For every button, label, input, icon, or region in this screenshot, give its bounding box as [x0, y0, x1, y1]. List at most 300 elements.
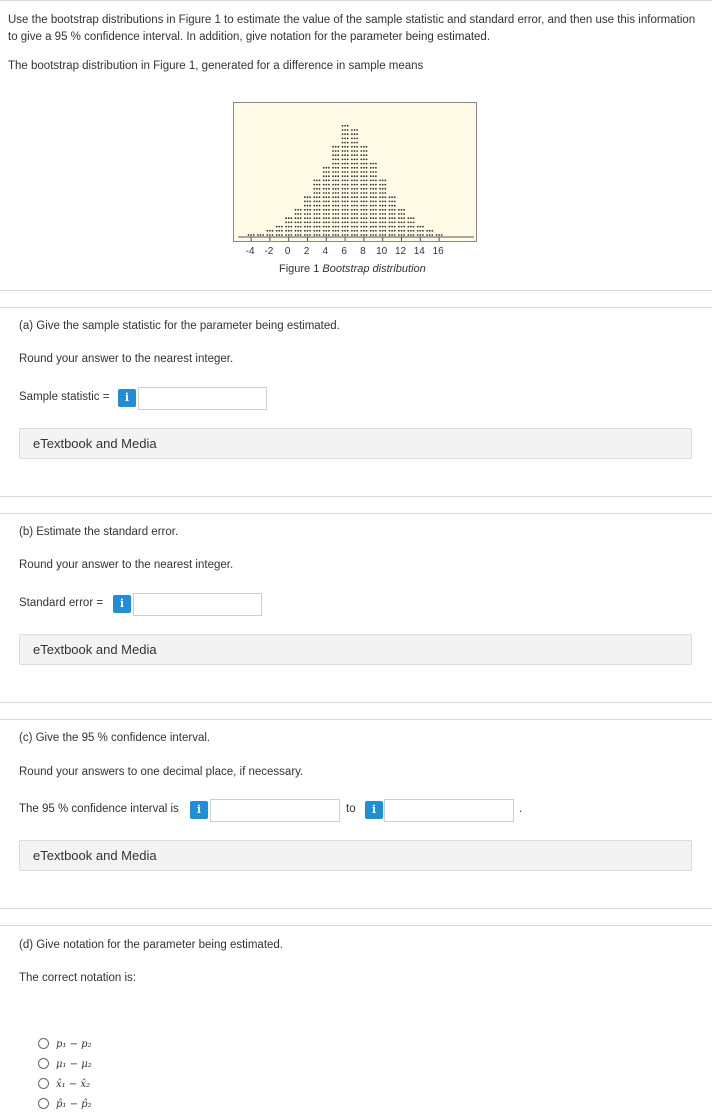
dotplot-dot [356, 133, 358, 135]
dotplot-dot [360, 180, 362, 182]
dotplot-dot [351, 205, 353, 207]
dotplot-dot [366, 163, 368, 165]
dotplot-dot [347, 133, 349, 135]
to-label: to [346, 803, 356, 815]
dotplot-dot [253, 234, 255, 236]
dotplot-dot [375, 201, 377, 203]
dotplot-dot [354, 133, 356, 135]
dotplot-dot [384, 234, 386, 236]
dotplot-dot [384, 184, 386, 186]
dotplot-dot [351, 142, 353, 144]
dotplot-dot [347, 184, 349, 186]
dotplot-dot [389, 217, 391, 219]
dotplot-dot [307, 217, 309, 219]
dotplot-dot [384, 196, 386, 198]
x-tick-label: -2 [264, 246, 274, 257]
dotplot-dot [389, 209, 391, 211]
dotplot-dot [354, 226, 356, 228]
dotplot-dot [382, 192, 384, 194]
dotplot-dot [351, 192, 353, 194]
dotplot-dot [372, 188, 374, 190]
dotplot-dot [335, 175, 337, 177]
ci-upper-input[interactable] [384, 799, 514, 822]
dotplot-dot [307, 209, 309, 211]
section-divider [0, 496, 712, 497]
dotplot-dot [332, 205, 334, 207]
dotplot-dot [366, 217, 368, 219]
dotplot-dot [307, 205, 309, 207]
dotplot-dot [319, 222, 321, 224]
dotplot-dot [337, 226, 339, 228]
dotplot-dot [413, 226, 415, 228]
info-icon[interactable]: i [365, 801, 383, 819]
dotplot-dot [304, 226, 306, 228]
dotplot-dot [347, 230, 349, 232]
etextbook-media-c[interactable]: eTextbook and Media [19, 840, 692, 871]
dotplot-dot [337, 184, 339, 186]
dotplot-dot [375, 180, 377, 182]
dotplot-dot [276, 234, 278, 236]
dotplot-dot [372, 205, 374, 207]
dotplot-dot [335, 222, 337, 224]
dotplot-dot [360, 234, 362, 236]
dotplot-dot [366, 226, 368, 228]
dotplot-dot [297, 222, 299, 224]
dotplot-dot [394, 213, 396, 215]
dotplot-dot [366, 234, 368, 236]
dotplot-dot [375, 196, 377, 198]
dotplot-dot [342, 146, 344, 148]
dotplot-dot [295, 234, 297, 236]
dotplot-dot [389, 196, 391, 198]
radio-button[interactable] [38, 1098, 49, 1109]
dotplot-dot [313, 217, 315, 219]
dotplot-dot [335, 192, 337, 194]
dotplot-dot [342, 167, 344, 169]
dotplot-dot [335, 154, 337, 156]
dotplot-dot [328, 180, 330, 182]
dotplot-dot [398, 209, 400, 211]
dotplot-dot [398, 222, 400, 224]
dotplot-dot [354, 213, 356, 215]
dotplot-dot [344, 192, 346, 194]
dotplot-dot [363, 209, 365, 211]
dotplot-dot [337, 234, 339, 236]
dotplot-dot [363, 213, 365, 215]
dotplot-dot [332, 213, 334, 215]
dotplot-dot [344, 146, 346, 148]
dotplot-dot [347, 196, 349, 198]
dotplot-dot [354, 209, 356, 211]
dotplot-dot [328, 167, 330, 169]
dotplot-dot [347, 142, 349, 144]
dotplot-dot [372, 163, 374, 165]
dotplot-dot [347, 180, 349, 182]
dotplot-dot [313, 222, 315, 224]
dotplot-dot [410, 234, 412, 236]
dotplot-dot [354, 159, 356, 161]
dotplot-dot [328, 213, 330, 215]
dotplot-dot [394, 222, 396, 224]
dotplot-dot [351, 138, 353, 140]
dotplot-dot [266, 230, 268, 232]
dotplot-dot [363, 196, 365, 198]
dotplot-dot [316, 230, 318, 232]
dotplot-dot [370, 192, 372, 194]
dotplot-dot [323, 230, 325, 232]
dotplot-dot [382, 213, 384, 215]
dotplot-dot [337, 171, 339, 173]
dotplot-dot [290, 226, 292, 228]
dotplot-dot [382, 230, 384, 232]
dotplot-dot [354, 129, 356, 131]
dotplot-dot [363, 180, 365, 182]
dotplot-dot [288, 234, 290, 236]
dotplot-dot [363, 171, 365, 173]
dotplot-dot [419, 230, 421, 232]
dotplot-dot [354, 188, 356, 190]
dotplot-dot [351, 230, 353, 232]
dotplot-dot [342, 205, 344, 207]
dotplot-dot [401, 213, 403, 215]
dotplot-dot [278, 226, 280, 228]
dotplot-dot [401, 217, 403, 219]
dotplot-dot [370, 217, 372, 219]
dotplot-dot [300, 222, 302, 224]
dotplot-dot [394, 234, 396, 236]
dotplot-dot [366, 222, 368, 224]
option-phat1-minus-phat2[interactable] [38, 1096, 92, 1110]
dotplot-dot [290, 222, 292, 224]
dotplot-dot [379, 213, 381, 215]
standard-error-input[interactable] [133, 593, 262, 616]
dotplot-dot [354, 180, 356, 182]
dotplot-dot [360, 222, 362, 224]
dotplot-dot [335, 184, 337, 186]
dotplot-dot [319, 213, 321, 215]
dotplot-dot [328, 234, 330, 236]
dotplot-dot [250, 234, 252, 236]
dotplot-dot [342, 138, 344, 140]
dotplot-dot [309, 213, 311, 215]
section-divider [0, 925, 712, 926]
dotplot-dot [344, 163, 346, 165]
dotplot-dot [342, 184, 344, 186]
dotplot-dot [316, 205, 318, 207]
dotplot-dot [382, 201, 384, 203]
dotplot-dot [366, 175, 368, 177]
dotplot-dot [429, 234, 431, 236]
dotplot-dot [332, 222, 334, 224]
dotplot-dot [342, 234, 344, 236]
ci-lower-input[interactable] [210, 799, 340, 822]
dotplot-dot [307, 201, 309, 203]
dotplot-dot [356, 159, 358, 161]
dotplot-dot [366, 230, 368, 232]
sample-statistic-label: Sample statistic = [19, 391, 110, 403]
dotplot-dot [370, 184, 372, 186]
dotplot-dot [335, 226, 337, 228]
dotplot-dot [344, 171, 346, 173]
dotplot-dot [407, 217, 409, 219]
dotplot-dot [316, 180, 318, 182]
dotplot-dot [370, 201, 372, 203]
dotplot-dot [325, 201, 327, 203]
dotplot-dot [323, 171, 325, 173]
dotplot-dot [413, 217, 415, 219]
dotplot-dot [337, 222, 339, 224]
dotplot-dot [366, 188, 368, 190]
dotplot-dot [297, 213, 299, 215]
dotplot-dot [295, 217, 297, 219]
dotplot-dot [370, 171, 372, 173]
dotplot-dot [325, 226, 327, 228]
dotplot-dot [356, 142, 358, 144]
dotplot-dot [262, 234, 264, 236]
dotplot-dot [403, 234, 405, 236]
dotplot-dot [347, 222, 349, 224]
dotplot-dot [403, 209, 405, 211]
dotplot-dot [335, 234, 337, 236]
etextbook-media-a[interactable]: eTextbook and Media [19, 428, 692, 459]
dotplot-dot [342, 133, 344, 135]
dotplot-dot [295, 209, 297, 211]
dotplot-dot [328, 205, 330, 207]
dotplot-dot [328, 188, 330, 190]
dotplot-dot [394, 217, 396, 219]
dotplot-dot [347, 167, 349, 169]
dotplot-dot [360, 205, 362, 207]
dotplot-dot [354, 192, 356, 194]
dotplot-dot [356, 138, 358, 140]
dotplot-dot [354, 196, 356, 198]
dotplot-dot [290, 234, 292, 236]
option-mu1-minus-mu2[interactable] [38, 1056, 92, 1070]
dotplot-dot [344, 159, 346, 161]
dotplot-dot [309, 205, 311, 207]
dotplot-dot [269, 234, 271, 236]
dotplot-dot [342, 188, 344, 190]
dotplot-dot [347, 209, 349, 211]
dotplot-dot [379, 234, 381, 236]
dotplot-dot [351, 201, 353, 203]
dotplot-dot [325, 188, 327, 190]
option-label: p₁ − p₂ [56, 1039, 92, 1050]
dotplot-dot [278, 234, 280, 236]
dotplot-dot [354, 230, 356, 232]
dotplot-dot [366, 201, 368, 203]
dotplot-dot [328, 222, 330, 224]
dotplot-dot [344, 222, 346, 224]
dotplot-dot [342, 129, 344, 131]
dotplot-dot [370, 213, 372, 215]
info-icon[interactable]: i [190, 801, 208, 819]
dotplot-dot [300, 234, 302, 236]
dotplot-dot [351, 133, 353, 135]
sample-statistic-input[interactable] [138, 387, 267, 410]
dotplot-dot [366, 196, 368, 198]
radio-button[interactable] [38, 1078, 49, 1089]
dotplot-dot [379, 205, 381, 207]
dotplot-dot [379, 217, 381, 219]
dotplot-dot [337, 175, 339, 177]
dotplot-dot [342, 230, 344, 232]
dotplot-dot [307, 213, 309, 215]
etextbook-media-b[interactable]: eTextbook and Media [19, 634, 692, 665]
dotplot-dot [370, 180, 372, 182]
dotplot-dot [332, 167, 334, 169]
dotplot-dot [304, 196, 306, 198]
dotplot-dot [372, 230, 374, 232]
dotplot-dot [342, 196, 344, 198]
section-divider [0, 908, 712, 909]
dotplot-dot [300, 230, 302, 232]
dotplot-dot [335, 150, 337, 152]
dotplot-dot [323, 184, 325, 186]
radio-button[interactable] [38, 1038, 49, 1049]
dotplot-dot [366, 171, 368, 173]
dotplot-dot [422, 226, 424, 228]
dotplot-dot [384, 213, 386, 215]
dotplot-dot [347, 205, 349, 207]
dotplot-dot [337, 217, 339, 219]
dotplot-svg [234, 103, 478, 243]
dotplot-dot [307, 234, 309, 236]
section-divider [0, 702, 712, 703]
dotplot-dot [319, 188, 321, 190]
dotplot-dot [309, 217, 311, 219]
radio-button[interactable] [38, 1058, 49, 1069]
dotplot-dot [342, 150, 344, 152]
dotplot-dot [366, 180, 368, 182]
dotplot-dot [375, 209, 377, 211]
dotplot-dot [319, 230, 321, 232]
bootstrap-dotplot [233, 102, 477, 242]
info-icon[interactable]: i [118, 389, 136, 407]
dotplot-dot [281, 230, 283, 232]
option-p1-minus-p2[interactable] [38, 1036, 92, 1050]
dotplot-dot [426, 234, 428, 236]
dotplot-dot [323, 209, 325, 211]
dotplot-dot [313, 196, 315, 198]
dotplot-dot [297, 234, 299, 236]
dotplot-dot [372, 201, 374, 203]
dotplot-dot [332, 180, 334, 182]
dotplot-dot [351, 150, 353, 152]
dotplot-dot [422, 234, 424, 236]
dotplot-dot [438, 234, 440, 236]
dotplot-dot [285, 222, 287, 224]
dotplot-dot [394, 209, 396, 211]
dotplot-dot [337, 150, 339, 152]
dotplot-dot [401, 226, 403, 228]
option-label: μ₁ − μ₂ [56, 1059, 92, 1070]
dotplot-dot [382, 226, 384, 228]
dotplot-dot [384, 222, 386, 224]
dotplot-dot [363, 217, 365, 219]
dotplot-dot [407, 234, 409, 236]
dotplot-dot [363, 154, 365, 156]
dotplot-dot [354, 234, 356, 236]
dotplot-dot [379, 192, 381, 194]
dotplot-dot [382, 180, 384, 182]
dotplot-dot [413, 230, 415, 232]
dotplot-dot [375, 234, 377, 236]
dotplot-dot [410, 217, 412, 219]
info-icon[interactable]: i [113, 595, 131, 613]
dotplot-dot [332, 209, 334, 211]
dotplot-dot [366, 167, 368, 169]
dotplot-dot [342, 175, 344, 177]
dotplot-dot [309, 234, 311, 236]
dotplot-dot [375, 205, 377, 207]
dotplot-dot [347, 129, 349, 131]
section-divider [0, 290, 712, 291]
dotplot-dot [313, 209, 315, 211]
dotplot-dot [316, 188, 318, 190]
dotplot-dot [285, 226, 287, 228]
dotplot-dot [347, 171, 349, 173]
dotplot-dot [426, 230, 428, 232]
dotplot-dot [419, 234, 421, 236]
dotplot-dot [300, 209, 302, 211]
dotplot-dot [366, 150, 368, 152]
dotplot-dot [384, 180, 386, 182]
dotplot-dot [354, 222, 356, 224]
dotplot-dot [342, 226, 344, 228]
dotplot-dot [370, 234, 372, 236]
dotplot-dot [389, 226, 391, 228]
dotplot-dot [323, 192, 325, 194]
dotplot-dot [309, 196, 311, 198]
dotplot-dot [366, 154, 368, 156]
dotplot-dot [398, 213, 400, 215]
dotplot-dot [347, 150, 349, 152]
dotplot-dot [323, 180, 325, 182]
dotplot-dot [441, 234, 443, 236]
dotplot-dot [372, 234, 374, 236]
dotplot-dot [332, 230, 334, 232]
dotplot-dot [375, 167, 377, 169]
dotplot-dot [356, 188, 358, 190]
dotplot-dot [332, 146, 334, 148]
dotplot-dot [328, 175, 330, 177]
dotplot-dot [363, 167, 365, 169]
dotplot-dot [360, 213, 362, 215]
dotplot-dot [382, 205, 384, 207]
dotplot-dot [313, 192, 315, 194]
dotplot-dot [319, 184, 321, 186]
dotplot-dot [370, 163, 372, 165]
dotplot-dot [391, 222, 393, 224]
dotplot-dot [307, 196, 309, 198]
dotplot-dot [370, 188, 372, 190]
dotplot-dot [304, 234, 306, 236]
dotplot-dot [323, 217, 325, 219]
dotplot-dot [391, 230, 393, 232]
dotplot-dot [351, 146, 353, 148]
dotplot-dot [360, 150, 362, 152]
section-divider [0, 513, 712, 514]
dotplot-dot [325, 180, 327, 182]
dotplot-dot [354, 205, 356, 207]
dotplot-dot [325, 167, 327, 169]
dotplot-dot [347, 217, 349, 219]
dotplot-dot [356, 209, 358, 211]
option-xhat1-minus-xhat2[interactable] [38, 1076, 90, 1090]
dotplot-dot [384, 205, 386, 207]
dotplot-dot [354, 201, 356, 203]
